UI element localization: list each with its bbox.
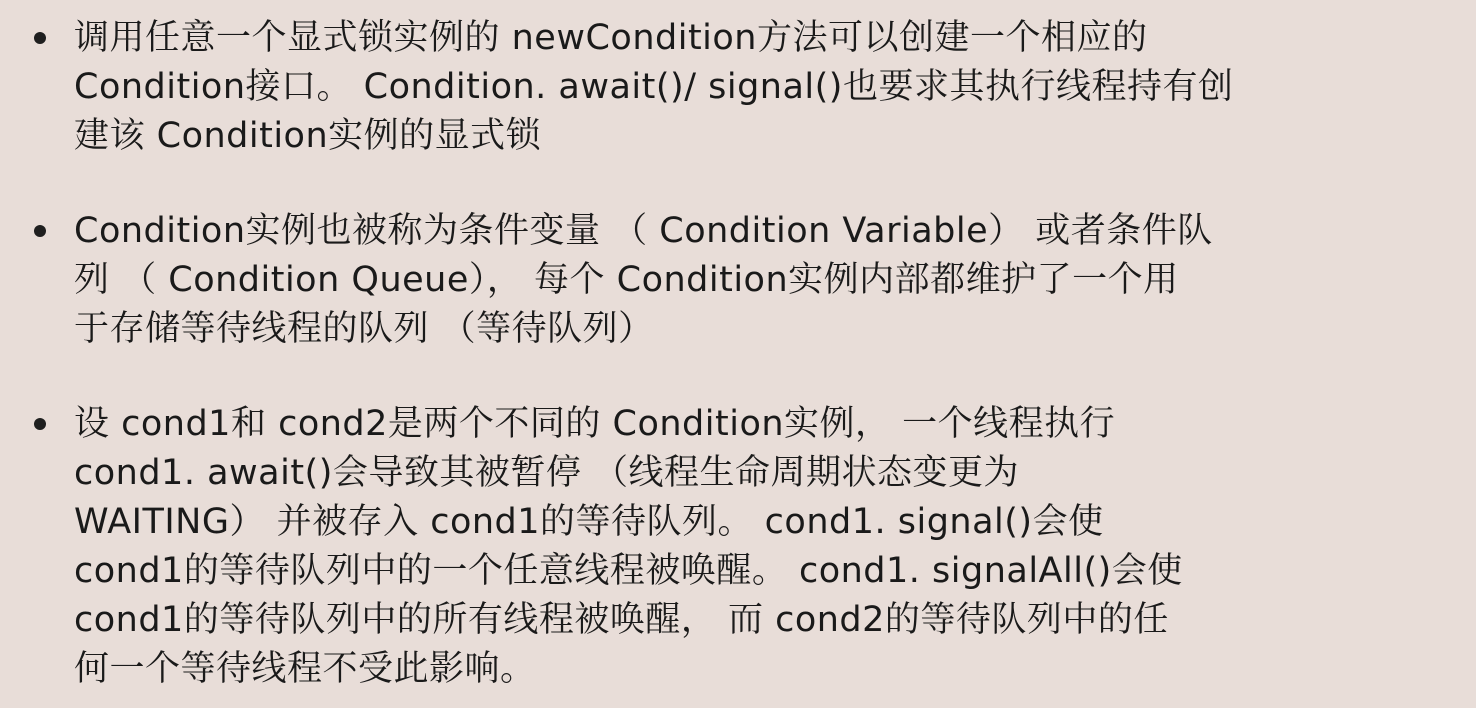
bullet-item-3 — [32, 400, 1464, 694]
bullet-text-line: cond1. await()会导致其被暂停 （线程生命周期状态变更为 — [74, 453, 1019, 493]
bullet-text-line: 设 cond1和 cond2是两个不同的 Condition实例， 一个线程执行 — [74, 404, 1116, 444]
bullet-text-line: 何一个等待线程不受此影响。 — [74, 649, 536, 689]
bullet-item-1 — [32, 14, 1464, 161]
bullet-text-line: 列 （ Condition Queue）， 每个 Condition实例内部都维护了一个用 — [74, 260, 1179, 300]
bullet-text-line: 建该 Condition实例的显式锁 — [74, 116, 542, 156]
bullet-item-2 — [32, 207, 1464, 354]
bullet-text-line: cond1的等待队列中的一个任意线程被唤醒。 cond1. signalAll()会使 — [74, 551, 1183, 591]
bullet-list — [32, 14, 1448, 694]
bullet-text-line: Condition接口。 Condition. await()/ signal()也要求其执行线程持有创 — [74, 67, 1234, 107]
bullet-text-line: 于存储等待线程的队列 （等待队列） — [74, 309, 654, 349]
bullet-dot-icon — [34, 32, 46, 44]
bullet-text-line: Condition实例也被称为条件变量 （ Condition Variable） 或者条件队 — [74, 211, 1213, 251]
bullet-text-line: 调用任意一个显式锁实例的 newCondition方法可以创建一个相应的 — [74, 18, 1148, 58]
bullet-dot-icon — [34, 225, 46, 237]
bullet-text-line: cond1的等待队列中的所有线程被唤醒， 而 cond2的等待队列中的任 — [74, 600, 1169, 640]
bullet-dot-icon — [34, 418, 46, 430]
bullet-text-line: WAITING） 并被存入 cond1的等待队列。 cond1. signal()会使 — [74, 502, 1104, 542]
